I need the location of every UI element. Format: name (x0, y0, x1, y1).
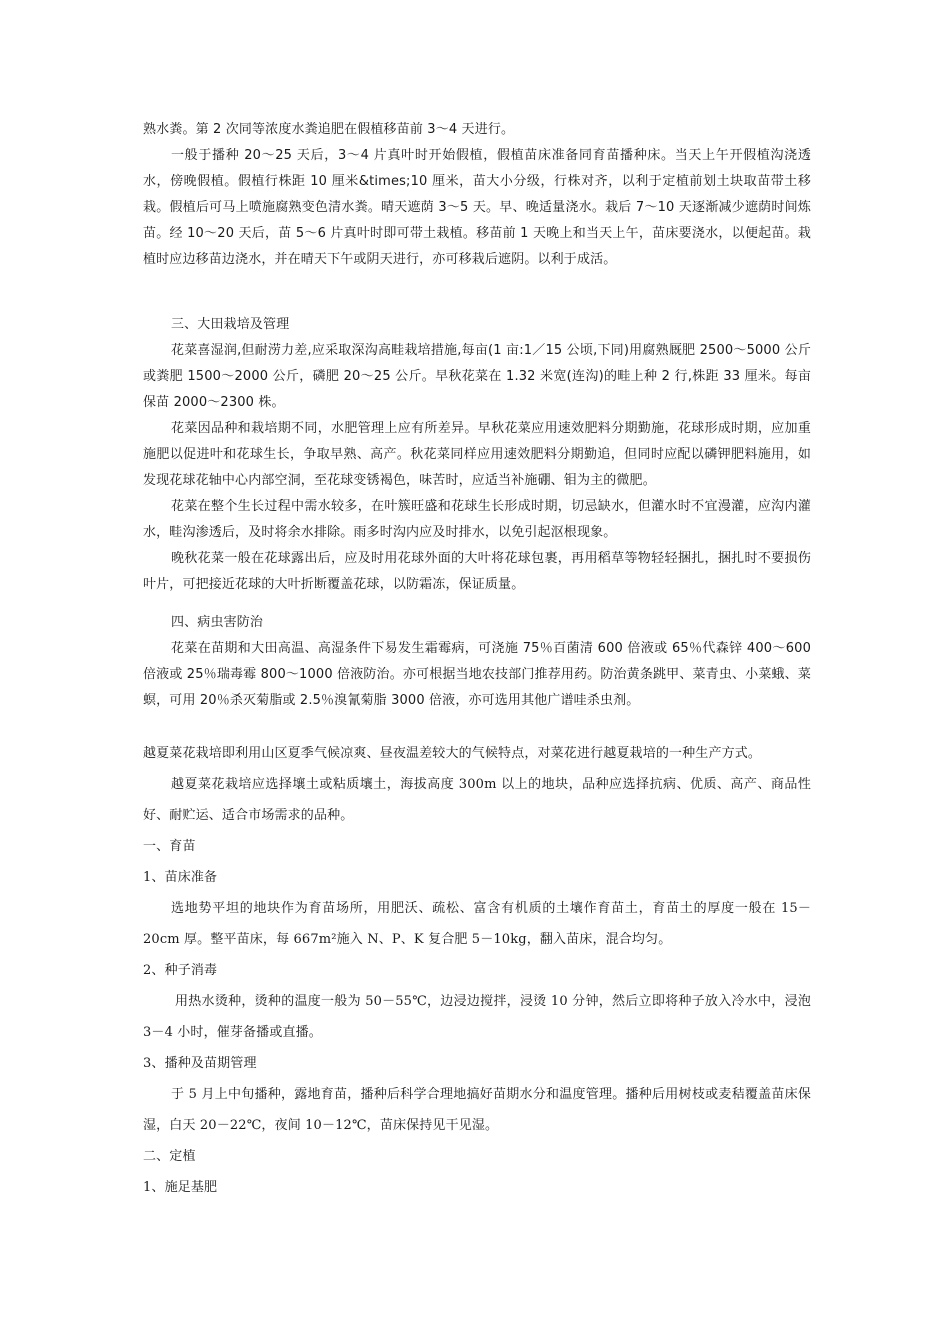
seedling-transplant-section (143, 117, 811, 273)
section-heading: 四、病虫害防治 (171, 615, 264, 630)
paragraph: 熟水粪。第 2 次同等浓度水粪追肥在假植移苗前 3～4 天进行。 (143, 122, 515, 137)
pest-control-section (143, 610, 811, 714)
field-cultivation-section (143, 312, 811, 598)
paragraph: 花菜因品种和栽培期不同，水肥管理上应有所差异。早秋花菜应用速效肥料分期勤施，花球形成时期，应加重施肥以促进叶和花球生长，争取早熟、高产。秋花菜同样应用速效肥料分期勤追，但同时应配以磷钾肥料施用，如发现花球花轴中心内部空洞，至花球变锈褐色，味苦时，应适当补施硼、钼为主的微肥。 (143, 421, 811, 488)
subsection-heading: 3、播种及苗期管理 (143, 1056, 257, 1071)
paragraph: 一般于播种 20～25 天后，3～4 片真叶时开始假植，假植苗床准备同育苗播种床。当天上午开假植沟浇透水，傍晚假植。假植行株距 10 厘米&times;10 厘米，苗大小分级，行株对齐，以利于定植前划土块取苗带土移栽。假植后可马上喷施腐熟变色清水粪。晴天遮荫 3～5 天。早、晚适量浇水。栽后 7～10 天逐渐减少遮荫时间炼苗。经 10～20 天后，苗 5～6 片真叶时即可带土栽植。移苗前 1 天晚上和当天上午，苗床要浇水，以便起苗。栽植时应边移苗边浇水，并在晴天下午或阴天进行，亦可移栽后遮阴。以利于成活。 (143, 148, 811, 267)
subsection-heading: 2、种子消毒 (143, 963, 218, 978)
paragraph: 用热水烫种，烫种的温度一般为 50－55℃，边浸边搅拌，浸烫 10 分钟，然后立即将种子放入冷水中，浸泡 3－4 小时，催芽备播或直播。 (143, 994, 811, 1040)
paragraph: 花菜在苗期和大田高温、高湿条件下易发生霜霉病，可浇施 75％百菌清 600 倍液或 65％代森锌 400～600 倍液或 25％瑞毒霉 800～1000 倍液防治。亦可根据当地农技部门推荐用药。防治黄条跳甲、菜青虫、小菜蛾、菜螟，可用 20％杀灭菊脂或 2.5％溴氰菊脂 3000 倍液，亦可选用其他广谱哇杀虫剂。 (143, 641, 811, 708)
paragraph: 晚秋花菜一般在花球露出后，应及时用花球外面的大叶将花球包裹，再用稻草等物轻轻捆扎，捆扎时不要损伤叶片，可把接近花球的大叶折断覆盖花球，以防霜冻，保证质量。 (143, 551, 811, 592)
paragraph: 越夏菜花栽培即利用山区夏季气候凉爽、昼夜温差较大的气候特点，对菜花进行越夏栽培的一种生产方式。 (143, 746, 762, 761)
section-heading: 二、定植 (143, 1149, 196, 1164)
summer-cauliflower-section (143, 738, 811, 1203)
paragraph: 于 5 月上中旬播种，露地育苗，播种后科学合理地搞好苗期水分和温度管理。播种后用树枝或麦秸覆盖苗床保湿，白天 20－22℃，夜间 10－12℃，苗床保持见干见湿。 (143, 1087, 811, 1133)
paragraph: 选地势平坦的地块作为育苗场所，用肥沃、疏松、富含有机质的土壤作育苗土，育苗土的厚度一般在 15－20cm 厚。整平苗床，每 667m²施入 N、P、K 复合肥 5－10kg，翻入苗床，混合均匀。 (143, 901, 811, 947)
paragraph: 越夏菜花栽培应选择壤土或粘质壤土，海拔高度 300m 以上的地块，品种应选择抗病、优质、高产、商品性好、耐贮运、适合市场需求的品种。 (143, 777, 811, 823)
section-heading: 三、大田栽培及管理 (171, 317, 290, 332)
subsection-heading: 1、施足基肥 (143, 1180, 218, 1195)
paragraph: 花菜在整个生长过程中需水较多，在叶簇旺盛和花球生长形成时期，切忌缺水，但灌水时不宜漫灌，应沟内灌水，畦沟渗透后，及时将余水排除。雨多时沟内应及时排水，以免引起沤根现象。 (143, 499, 811, 540)
subsection-heading: 1、苗床准备 (143, 870, 218, 885)
paragraph: 花菜喜湿润,但耐涝力差,应采取深沟高畦栽培措施,每亩(1 亩:1／15 公顷,下同)用腐熟厩肥 2500～5000 公斤或粪肥 1500～2000 公斤，磷肥 20～25 公斤。早秋花菜在 1.32 米宽(连沟)的畦上种 2 行,株距 33 厘米。每亩保苗 2000～2300 株。 (143, 343, 811, 410)
section-heading: 一、育苗 (143, 839, 196, 854)
